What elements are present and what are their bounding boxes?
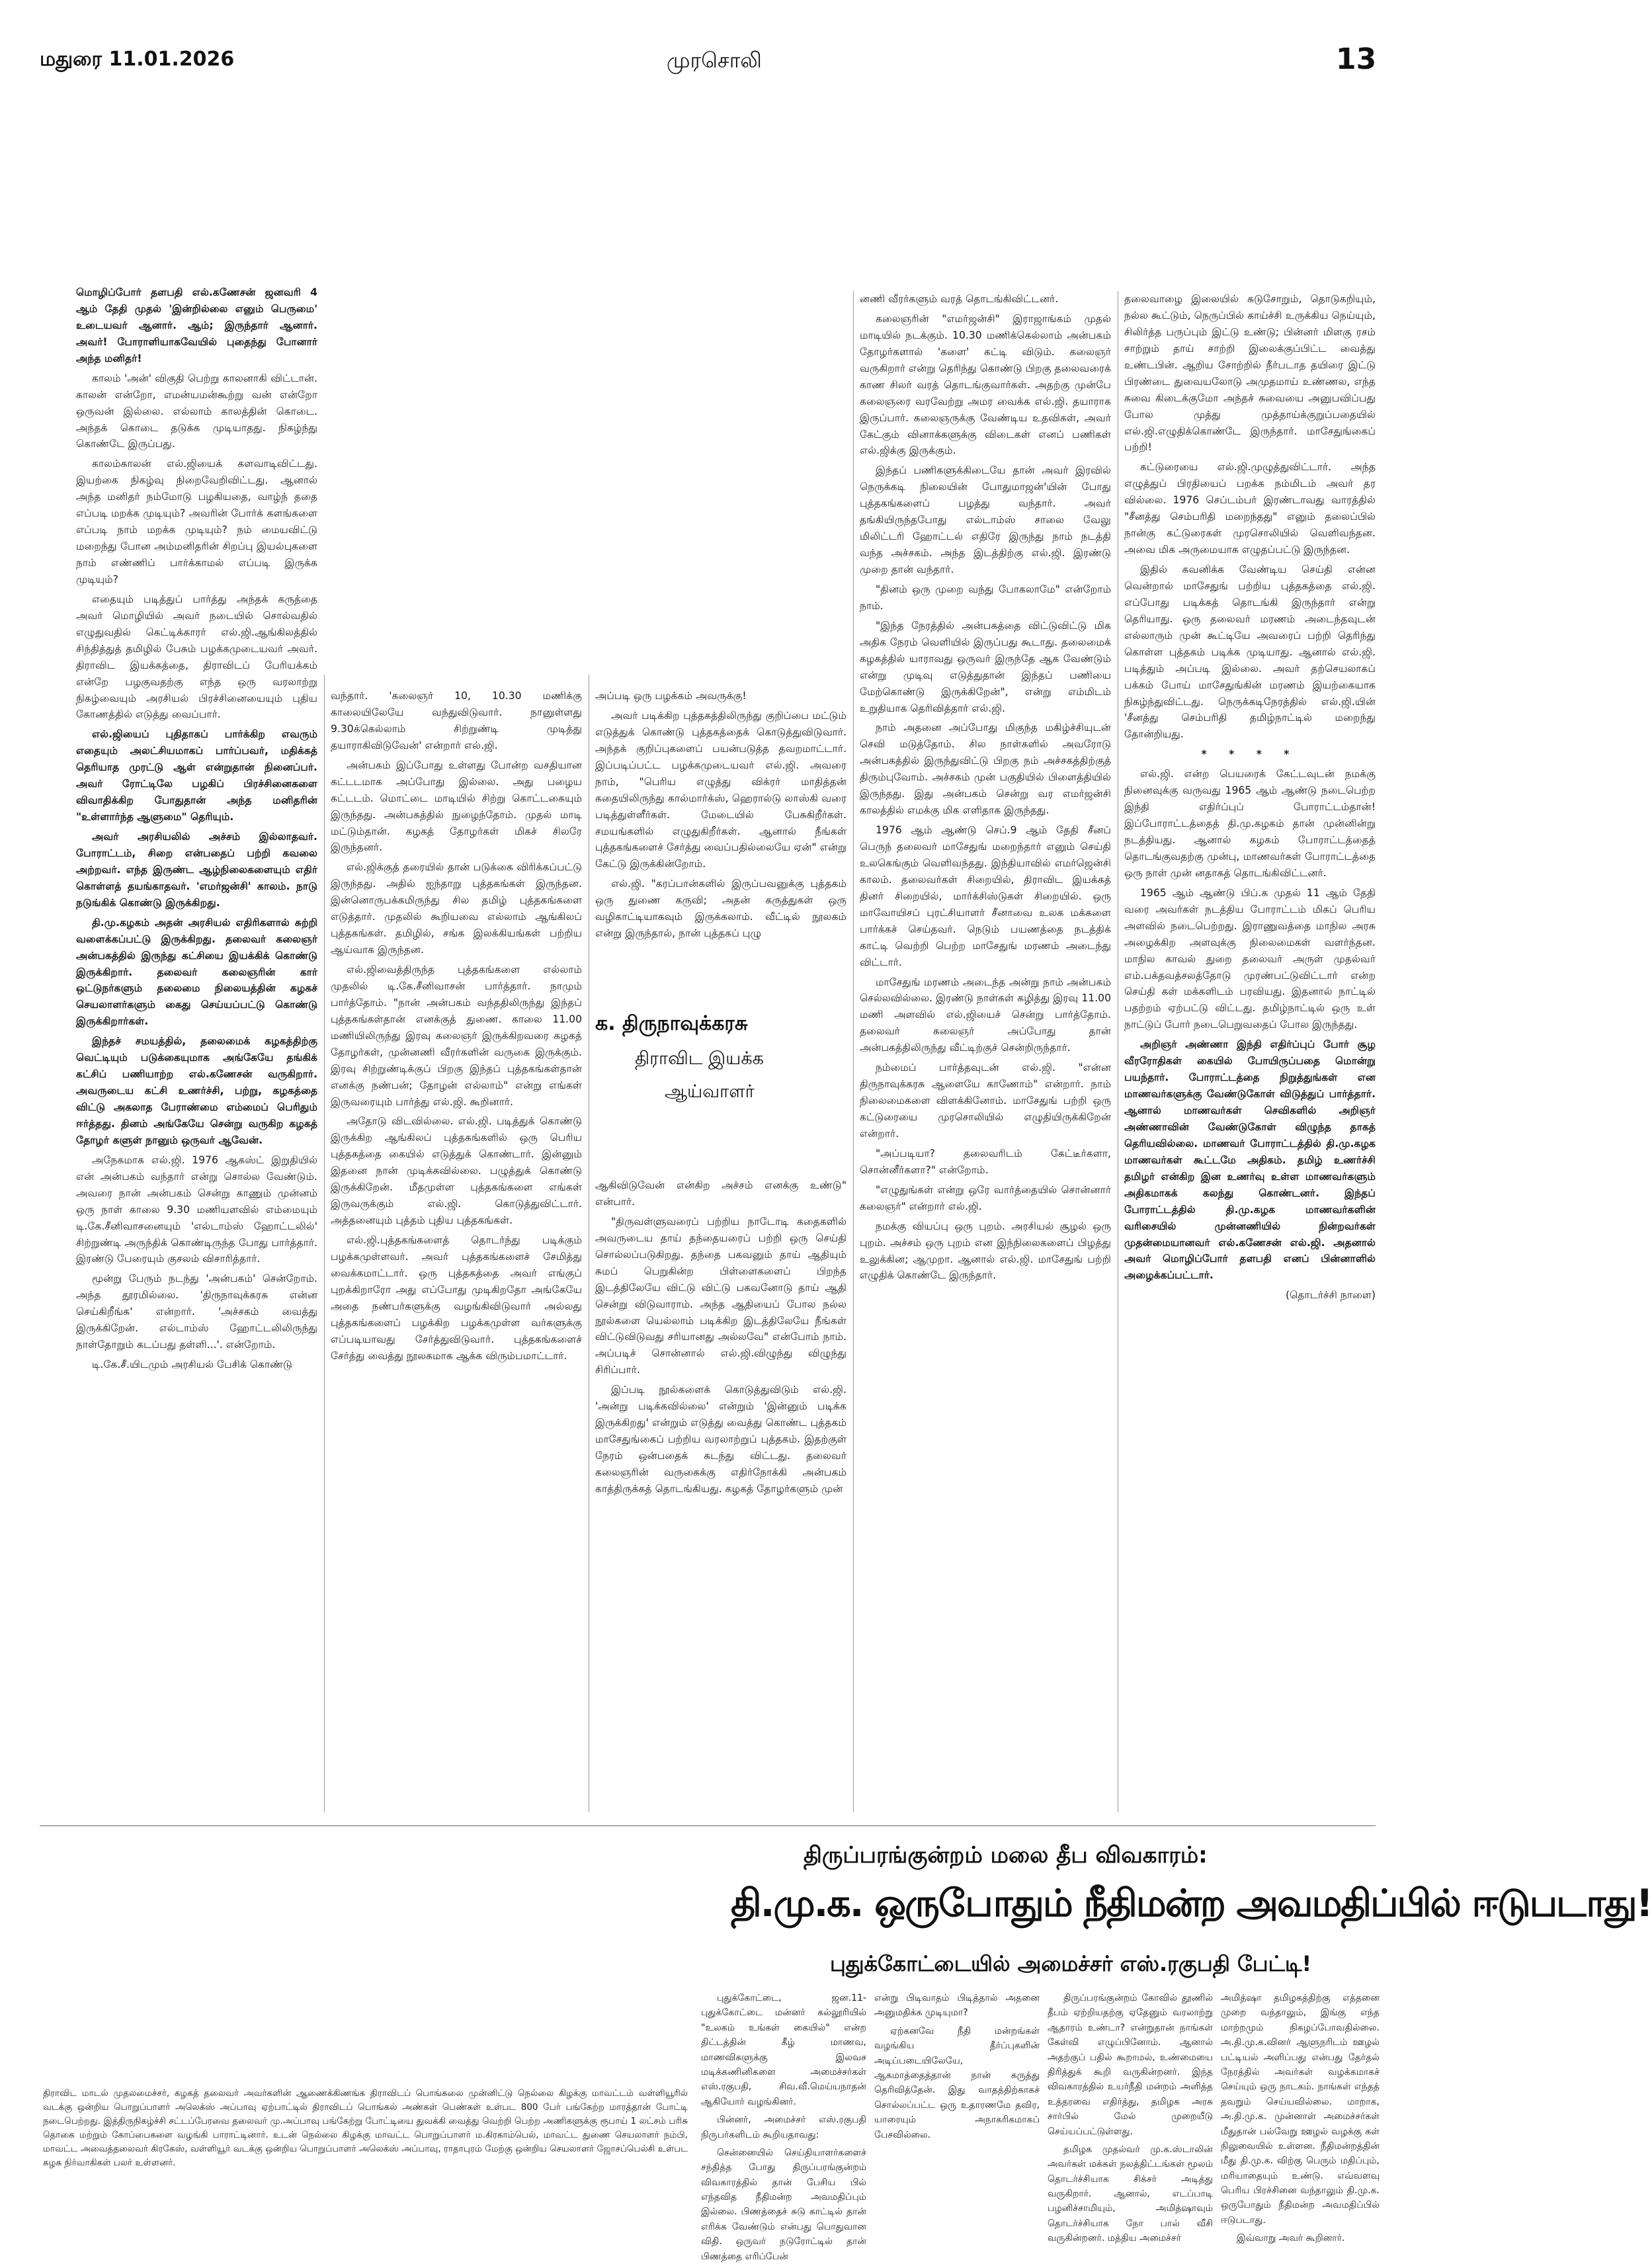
para: அதோடு விடவில்லை. எல்.ஜி. படித்துக் கொண்டு இருக்கிற ஆங்கிலப் புத்தகங்களில் ஒரு பெரிய புத்தகத்தை கையில் எடுத்துக் கொண்டார். இன்னும் இதனை நான் முடிக்கவில்லை. பழுத்துக் கொண்டு இருக்கிறேன். மீதமுள்ள புத்தகங்களை எங்கள் இருவருக்கும் எல்.ஜி. கொடுத்துவிட்டார். அத்தனையும் புத்தம் புதிய புத்தகங்கள். [331,1115,582,1227]
para: ஆகிவிடுவேன் என்கிற அச்சம் எனக்கு உண்டு" என்பார். [595,1179,847,1208]
para: வந்தார். 'கலைஞர் 10, 10.30 மணிக்கு காலையிலேயே வந்துவிடுவார். நானுள்ளது 9.30க்கெல்லாம் சிற்றுண்டி முடித்து தயாராகிவிடுவேன்' என்றார் எல்.ஜி. [331,690,582,751]
para: "தினம் ஒரு முறை வந்து போகலாமே" என்றோம் நாம். [860,583,1111,612]
para: இந்தப் பணிகளுக்கிடையே தான் அவர் இரவில் நெருக்கடி நிலையின் போதுமாஜன்'யின் போது புத்தகங்களைப் பழத்து வந்தார். அவர் தங்கியிருந்தபோது எல்டாம்ஸ் சாலை வேலு மிலிட்டரி ஹோட்டல் எதிரே இருந்து நாம் நடத்தி வந்த அச்சகம். அந்த இடத்திற்கு எல்.ஜி. இரண்டு முறை தான் வந்தார். [860,464,1111,575]
article1-col1 [76,284,317,1812]
para: அவர் படிக்கிற புத்தகத்திலிருந்து குறிப்பை மட்டும் எடுத்துக் கொண்டு புத்தகத்தைக் கொடுத்துவிடுவார். அந்தக் குறிப்புகளைப் பயன்படுத்த தவறமாட்டார். இப்படிப்பட்ட பழக்கமுடையவர் எல்.ஜி. அவரை நாம், "பெரிய எழுத்து விக்ரர் மாதித்தன் கதையிலிருந்து கால்மார்க்ஸ், ஹெரால்டு லாஸ்கி வரை படித்துள்ளீர்கள். மேடையில் பேசுகிறீர்கள். சமயங்களில் எழுதுகிறீர்கள். ஆனால் நீங்கள் புத்தகங்களைச் சேர்த்து வைப்பதில்லையே ஏன்" என்று கேட்டு இருக்கின்றோம். [595,709,847,870]
para: காலம் 'அன்' விகுதி பெற்று காலனாகி விட்டான். காலன் என்றோ, எமன்யமன்கூற்று வன் என்றோ ஒருவன் இல்லை. எல்லாம் காலத்தின் கொடை. அந்தக் கொடை தடுக்க முடியாதது. நிகழ்ந்து கொண்டே இருப்பது. [76,372,317,450]
para: சென்னையில் செய்தியாளர்களைச் சந்தித்த போது திருப்பரங்குன்றம் விவகாரத்தில் தான் பேசிய பில் எந்தவித நீதிமன்ற அவமதிப்பும் இல்லை. பிணத்தைச் சுடு காட்டில் தான் எரிக்க வேண்டும் என்பது பொதுவான விதி. ஒருவர் நடுரோட்டில் தான் பிணத்தை எரிப்பேன் [701,2147,866,2262]
para: எதையும் படித்துப் பார்த்து அந்தக் கருத்தை அவர் மொழியில் அவர் நடையில் சொல்வதில் எழுதுவதில் கெட்டிக்காரர் எல்.ஜி.ஆங்கிலத்தில் சிந்தித்துத் தமிழில் பேசும் பழக்கமுடையவர் அவர். திராவிட இயக்கத்தை, திராவிடப் பேரியக்கம் என்றே பழகுவதற்கு எந்த ஒரு வரலாற்று நிகழ்வையும் அரசியல் பிரச்சினையையும் புதிய கோணத்தில் எடுத்து வைப்பார். [76,593,317,721]
paper-name: முரசொலி [667,48,762,73]
para: "திருவள்ளுவரைப் பற்றிய நாடோடி கதைகளில் அவருடைய தாய் தந்தையரைப் பற்றி ஒரு செய்தி சொல்லப்படுகிறது. தந்தை பகவனும் தாய் ஆதியும் சுமப் பெறுகின்ற பிள்ளைகளைப் பிறந்த இடத்திலேயே விட்டு விட்டு பகவனோடு தாய் ஆதி சென்று விடுவாராம். அந்த ஆதியைப் போல நல்ல நூல்களை யெல்லாம் படிக்கிற இடத்திலேயே நீங்கள் விட்டுவிடுவது சரியானது அல்லவே" என்போம் நாம். அப்படிச் சொன்னால் எல்.ஜி.விழுந்து விழுந்து சிரிப்பார். [595,1215,847,1376]
para: அறிஞர் அண்ணா இந்தி எதிர்ப்புப் போர் சூழ வீரரோதிகள் கையில் போயிருப்பதை மொன்று பயந்தார். போராட்டத்தை நிறுத்துங்கள் என மாணவர்களுக்கு வேண்டுகோள் விடுத்துப் பார்த்தார். ஆனால் மாணவர்கள் செவிகளில் அறிஞர் அண்ணாவின் வேண்டுகோள் விழுந்த தாகத் தெரியவில்லை. மாணவர் போராட்டத்தில் தி.மு.கழக மாணவர்கள் கூட்டமே அதிகம். தமிழ் உணர்ச்சி தமிழர் என்கிற இன உணர்வு உள்ள மாணவர்களும் அதிகமாகக் கலந்து கொண்டனர். இந்தப் போராட்டத்தில் தி.மு.கழக மாணவர்களின் வரிசையில் முன்னணியில் நின்றவர்கள் முதன்மையானவர் எல்.கணேசன் எல்.ஜி. அதனால் அவர் மொழிப்போர் தளபதி எனப் பின்னாளில் அழைக்கப்பட்டார். [1124,1038,1376,1282]
para: 1965 ஆம் ஆண்டு பிப்.க முதல் 11 ஆம் தேதி வரை அவர்கள் நடத்திய போராட்டம் மிகப் பெரிய அளவில் நடைபெற்றது. இராணுவத்தை மாநில அரசு அழைக்கிற அளவுக்கு நிலைமைகள் வளர்ந்தன. மாநில காவல் துறை தலைவர் அருள் முதல்வர் எம்.பக்தவத்சலத்தோடு முரண்பட்டுவிட்டார் என்ற செய்தி கள் மக்களிடம் பரவியது. இதனால் நாட்டில் பதற்றம் ஏற்பட்டு விட்டது. தமிழ்நாட்டில் ஒரு உள் நாட்டுப் போர் நடைபெறுவதைப் போல இருந்தது. [1124,886,1376,1031]
byline-author: க. திருநாவுக்கரசு [595,1012,748,1035]
para: எல்.ஜி. என்ற பெயரைக் கேட்டவுடன் நமக்கு நினைவுக்கு வருவது 1965 ஆம் ஆண்டு நடைபெற்ற இந்தி எதிர்ப்புப் போராட்டம்தான்! இப்போராட்டத்தைத் தி.மு.கழகம் தான் முன்னின்று நடத்தியது. ஆனால் கழகம் போராட்டத்தைத் தொடங்குவதற்கு முன்பு, மாணவர்கள் போராட்டத்தை ஒரு நாள் முன் னதாகத் தொடங்கிவிட்டனர். [1124,768,1376,879]
para: மூன்று பேரும் நடந்து 'அன்பகம்' சென்றோம். அந்த தூரமில்லை. 'திருநாவுக்கரசு என்ன செய்கிறீங்க' என்றார். 'அச்சகம் வைத்து இருக்கிறேன். எல்டாம்ஸ் ஹோட்டலிலிருந்து நாள்தோறும் கடப்பது தள்ளி...'. என்றோம். [76,1273,317,1351]
para: திருப்பரங்குன்றம் கோவில் தூணில் தீபம் ஏற்றியதற்கு ஏதேனும் வரலாற்று ஆதாரம் உண்டா? என்றுதான் நாங்கள் கேள்வி எழுப்பினோம். ஆனால் அதற்குப் பதில் கூறாமல், உண்மையை திரித்துக் கூறி வருகின்றனர். இந்த விவகாரத்தில் உயர்நீதி மன்றம் அளித்த உத்தரவை எதிர்த்து, தமிழக அரசு சார்பில் மேல் முறையீடு செய்யப்பட்டுள்ளது. [1048,1993,1213,2137]
para: இப்படி நூல்களைக் கொடுத்துவிடும் எல்.ஜி. 'அன்று படிக்கவில்லை' என்றும் 'இன்னும் படிக்க இருக்கிறது' என்றும் எடுத்து வைத்து கொண்ட புத்தகம் மாசேதுங்கைப் பற்றிய வரலாற்றுப் புத்தகம். இதற்குள் நேரம் ஒன்பதைக் கடந்து விட்டது. தலைவர் கலைஞரின் வருகைக்கு எதிர்நோக்கி அன்பகம் காத்திருக்கத் தொடங்கியது. கழகத் தோழர்களும் முன் [595,1384,847,1495]
continued-note: (தொடர்ச்சி நாளை) [1286,1289,1376,1302]
para: எல்.ஜி.புத்தகங்களைத் தொடர்ந்து படிக்கும் பழக்கமுள்ளவர். அவர் புத்தகங்களைச் சேமித்து வைக்கமாட்டார். ஒரு புத்தகத்தை அவர் எங்குப் புறக்கிறாரோ அது எப்போது முடிகிறதோ அங்கேயே அதை நண்பர்களுக்கு வழங்கிவிடுவார் அல்லது புத்தகங்களைப் பழக்கிற பழக்கமுள்ள வர்களுக்கு எப்படியாவது சேர்த்துவிடுவார். புத்தகங்களைச் சேர்த்து வைத்து நூலகமாக ஆக்க விரும்பமாட்டார். [331,1234,582,1362]
para: அநேகமாக எல்.ஜி. 1976 ஆகஸ்ட் இறுதியில் என் அன்பகம் வந்தார் என்று சொல்ல வேண்டும். அவரை நான் அன்பகம் சென்று காணும் முன்னம் ஒரு நாள் காலை 9.30 மணியளவில் எம்மையும் டி.கே.சீனிவாசனையும் 'எல்டாம்ஸ் ஹோட்டலில்' சிற்றுண்டி அருந்திக் கொண்டிருந்த போது பார்த்தார். இரண்டு பேரையும் குசலம் விசாரித்தார். [76,1153,317,1265]
article2-subhead: புதுக்கோட்டையில் அமைச்சர் எஸ்.ரகுபதி பேட்டி! [830,1951,1312,1976]
para: 1976 ஆம் ஆண்டு செப்.9 ஆம் தேதி சீனப் பெருந் தலைவர் மாசேதுங் மறைந்தார் எனும் செய்தி உலகெங்கும் வெளிவந்தது. இந்தியாவில் எமர்ஜென்சி காலம். தலைவர்கள் சிறையில், திராவிட இயக்கத் தினர் சிறையில், மார்க்சிஸ்டுகள் சிறையில். ஒரு மாவோயிசப் புரட்சியாளர் சீனாவை உலக மக்களை பார்க்கச் செய்தவர். நெடும் பயணத்தை நடத்திக் காட்டி வெற்றி பெற்ற மாசேதுங் மரணம் அடைந்து விட்டார். [860,824,1111,968]
article2-col2 [874,1991,1040,2176]
section-rule [40,1825,1376,1826]
article2-kicker: திருப்பரங்குன்றம் மலை தீப விவகாரம்: [804,1842,1208,1868]
para: இதில் கவனிக்க வேண்டிய செய்தி என்ன வென்றால் மாசேதுங் பற்றிய புத்தகத்தை எல்.ஜி. எப்போது படிக்கத் தொடங்கி இருந்தார் என்று தெரியாது. ஒரு தலைவர் மரணம் அடைந்தவுடன் எல்லாரும் முன் கூட்டியே அவரைப் பற்றி தெரிந்து கொள்ள புத்தகம் படிக்க முடியாது. ஆனால் எல்.ஜி. படித்தும் அப்படி இல்லை. அவர் தற்செயலாகப் பக்கம் போய் மாசேதுங்கின் மரணம் இயற்கையாக நிகழ்ந்துவிட்டது. நெருக்கடிநேரத்தில் எல்.ஜி.யின் 'சீனத்து செம்பரிதி தமிழ்நாட்டில் மறைந்து தோன்றியது. [1124,564,1376,741]
para: கட்டுரையை எல்.ஜி.முழுத்துவிட்டார். அந்த எழுத்துப் பிரதியைப் பறக்க நம்மிடம் அவர் தர வில்லை. 1976 செப்டம்பர் இரண்டாவது வாரத்தில் "சீனத்து செம்பரிதி மறைந்தது" எனும் தலைப்பில் நான்கு கட்டுரைகள் முரசொலியில் வெளிவந்தன. அவை மிக அருமையாக எழுதப்பட்டு இருந்தன. [1124,461,1376,556]
para: "எழுதுங்கள் என்று ஒரே வார்த்தையில் சொன்னார் கலைஞர்" என்றார் எல்.ஜி. [860,1183,1111,1212]
para: தமிழக முதல்வர் மு.க.ஸ்டாலின் அவர்கள் மக்கள் நலத்திட்டங்கள் மூலம் தொடர்ச்சியாக சிக்சர் அடித்து வருகிறார். ஆனால், எடப்பாடி பழனிச்சாமியும், அமித்ஷாவும் தொடர்ச்சியாக நோ பால் வீசி வருகின்றனர். மத்திய அமைச்சர் [1048,2144,1213,2244]
para: நமக்கு வியப்பு ஒரு புறம். அரசியல் சூழல் ஒரு புறம். அச்சம் ஒரு புறம் என இந்நிலைகளைப் பிழத்து உலுக்கின; ஆமுறா. ஆனால் எல்.ஜி. மாசேதுங் பற்றி எழுதிக் கொண்டே இருந்தார். [860,1220,1111,1282]
article2-col3 [1048,1991,1213,2244]
para: எல்.ஜிவைத்திருந்த புத்தகங்களை எல்லாம் முதலில் டி.கே.சீனிவாசன் பார்த்தார். நாமும் பார்த்தோம். "நான் அன்பகம் வந்ததிலிருந்து இந்தப் புத்தகங்கள்தான் எனக்குத் துணை. காலை 11.00 மணியிலிருந்து இரவு கலைஞர் இருக்கிறவரை கழகத் தோழர்கள், முன்னணி வீரர்களின் வருகை இருக்கும். இரவு சிற்றுண்டிக்குப் பிறகு இந்தப் புத்தகங்கள்தான் எனக்கு நண்பன்; தோழன் எல்லாம்" என்று எங்கள் இருவரையும் பார்த்து எல்.ஜி. கூறினார். [331,964,582,1108]
para: எல்.ஜிக்குத் தரையில் தான் படுக்கை விரிக்கப்பட்டு இருந்தது. அதில் ஐந்தாறு புத்தகங்கள் இருந்தன. இன்னொருபக்கமிருந்து சில தமிழ் புத்தகங்களை எடுத்தார். முதலில் கூறியவை எல்லாம் ஆங்கிலப் புத்தகங்கள். தமிழில், சங்க இலக்கியங்கள் பற்றிய ஆய்வாக இருந்தன. [331,861,582,956]
para: எல்.ஜி. "கரப்பான்களில் இருப்பவனுக்கு புத்தகம் ஒரு துணை கருவி; அதன் கருத்துகள் ஒரு வழிகாட்டியாகவும் இருக்கலாம். வீட்டில் நூலகம் என்று இருந்தால், நான் புத்தகப் புழு [595,878,847,940]
section-separator: * * * * [1201,748,1299,761]
para: நம்மைப் பார்த்தவுடன் எல்.ஜி. "என்ன திருநாவுக்கரசு ஆளையே காணோம்" என்றார். நாம் நிலைமைகளை விளக்கினோம். மாசேதுங் பற்றி ஒரு கட்டுரையை முரசொலியில் எழுதியிருக்கிறேன் என்றார். [860,1062,1111,1140]
photo-caption [43,2087,688,2173]
caption-text: திராவிட மாடல் முதலமைச்சர், கழகத் தலைவர் அவர்களின் ஆணைக்கிணங்க திராவிடப் பொங்கலை முன்னிட்டு நெல்லை கிழக்கு மாவட்டம் வள்ளியூரில் வடக்கு ஒன்றிய பொறுப்பாளர் அலெக்ஸ் அப்பாவு ஏற்பாட்டில் திராவிடப் பொங்கல் அண்கள் பெண்கள் உள்பட 800 பேர் பங்கேற்ற மாரத்தான் போட்டி நடைபெற்றது. இத்திருநிகழ்ச்சி சட்டப்பேரவை தலைவர் மு.அப்பாவு பங்கேற்று போட்டியை துவக்கி வைத்து வெற்றி பெற்ற அணிகளுக்கு ரூபாய் 1 லட்சம் பரிசு தொகை மற்றும் கோப்பைகளை வழங்கி பாராட்டினார். உடன் நெல்லை கிழக்கு மாவட்ட பொறுப்பாளர் ம.கிரகாம்பெல், மாவட்ட துணை செயலாளர் நம்பி, மாவட்ட அவைத்தலைவர் கிரகேஸ், வள்ளியூர் வடக்கு ஒன்றிய பொறுப்பாளர் அலெக்ஸ் அப்பாவு, ராதாபுரம் மேற்கு ஒன்றிய செயலாளர் ஜோசப்பெல்சி உள்பட கழக நிர்வாகிகள் பலர் உள்ளனர். [43,2088,688,2168]
para: தலைவாழை இலையில் சுடுசோறும், தொடுகறியும், நல்ல கூட்டும், நெருப்பில் காய்ச்சி உருக்கிய நெய்யும், சிலிர்த்த பருப்பும் இட்டு உண்டு; பின்னர் மிளகு ரசம் சாற்றும் தாய் சாற்றி இலைக்குப்பிட்ட வைத்து உண்டபின். ஆறிய சோற்றில் நீர்படாத தயிரை இட்டு பிரண்டை துவையலோடு அமுதமாய் உண்ணல, எந்த சுவை கிடைக்குமோ அந்தச் சுவையை அனுபவிப்பது போல முத்து முத்தாய்க்குறுப்பதையில் எல்.ஜி.எழுதிக்கொண்டே இருந்தார். மாசேதுங்கைப் பற்றி! [1124,293,1376,454]
para: அவர் அரசியலில் அச்சம் இல்லாதவர். போராட்டம், சிறை என்பதைப் பற்றி கவலை அற்றவர். எந்த இருண்ட ஆழ்நிலைகளையும் எதிர் கொள்ளத் தயங்காதவர். 'எமர்ஜன்சி' காலம். நாடு நடுங்கிக் கொண்டு இருக்கிறது. [76,831,317,909]
article1-col3b [595,1177,847,1812]
para: தி.மு.கழகம் அதன் அரசியல் எதிரிகளால் சுற்றி வளைக்கப்பட்டு இருக்கிறது. தலைவர் கலைஞர் அன்பகத்தில் இருந்து கட்சியை இயக்கிக் கொண்டு இருக்கிறார். தலைவர் கலைஞரின் கார் ஒட்டுநர்களும் தலைமை நிலையத்தின் கழகச் செயலாளர்களும் கைது செய்யப்பட்டு கொண்டு இருக்கிறார்கள். [76,916,317,1028]
para: காலம்காலன் எல்.ஜியைக் களவாடிவிட்டது. இயற்கை நிகழ்வு நிறைவேறிவிட்டது. ஆனால் அந்த மனிதர் நம்மோடு பழகியதை, வாழ்ந் ததை எப்படி மறக்க முடியும்? அவரின் போர்க் களங்களை எப்படி நாம் மறக்க முடியும்? நம் மையவிட்டு மறைந்து போன அம்மனிதரின் சிறப்பு இயல்புகளை நாம் எண்ணிப் பார்க்காமல் எப்படி இருக்க முடியும்? [76,458,317,585]
para: டி.கே.சீ.யிடமும் அரசியல் பேசிக் கொண்டு [92,1359,292,1371]
para: "அப்படியா? தலைவரிடம் கேட்டீர்களா, சொன்னீர்களா?" என்றோம். [860,1147,1111,1176]
para: மொழிப்போர் தளபதி எல்.கணேசன் ஜனவரி 4 ஆம் தேதி முதல் 'இன்றில்லை எனும் பெருமை' உடையவர் ஆனார். ஆம்; இருந்தார் ஆனார். அவர்! போராளியாகவேயில் புதைந்து போனார் அந்த மனிதர்! [76,286,317,364]
article2-col4 [1221,1991,1380,2244]
para: எல்.ஜியைப் புதிதாகப் பார்க்கிற எவரும் எதையும் அலட்சியமாகப் பார்ப்பவர், மதிக்கத் தெரியாத முரட்டு ஆள் என்றுதான் நினைப்பர். அவர் ரோட்டிலே பழகிப் பிரச்சினைகளை விவாதிக்கிற போதுதான் அந்த மனிதரின் "உள்ளார்ந்த ஆளுமை" தெரியும். [76,728,317,823]
column-rule [324,675,325,1812]
byline-role: ஆய்வாளர் [665,1081,755,1102]
para: நாம் அதனை அப்போது மிகுந்த மகிழ்ச்சியுடன் செவி மடுத்தோம். சில நாள்களில் அவரோடு அன்பகத்தில் இருந்துவிட்டு பிறகு நம் அச்சகத்திற்குத் திரும்புவோம். அச்சகம் முன் பகுதியில் பிளைத்தியில் இருந்தது. இது அன்பகம் சென்று வர எமர்ஜன்சி காலத்தில் எமக்கு மிக எளிதாக இருந்தது. [860,722,1111,817]
para: அன்பகம் இப்போது உள்ளது போன்ற வசதியான கட்டடமாக அப்போது இல்லை. அது பழைய கட்டடம். மொட்டை மாடியில் சிற்று கொட்டகையும் இருந்தது. அன்பகத்தில் நுழைந்தோம். முதல் மாடி மட்டும்தான். கழகத் தோழர்கள் மிகச் சிலரே இருந்தனர். [331,759,582,854]
article1-col2 [331,688,582,1812]
edition-date: மதுரை 11.01.2026 [40,48,235,71]
page-number: 13 [1336,42,1377,76]
article1-col3 [595,688,847,999]
para: னணி வீரர்களும் வரத் தொடங்கிவிட்டனர். [860,293,1059,305]
para: ஏற்கனவே நீதி மன்றங்கள் வழங்கிய தீர்ப்புகளின் அடிப்படையிலேயே, ஆகமாத்தைத்தான் நான் கருத்து தெரிவித்தேன். இது வாதத்திற்காகச் சொல்லப்பட்ட ஒரு உதாரணமே தவிர, யாரையும் அநாகரிகமாகப் பேசவில்லை. [874,2025,1040,2140]
article2-headline: தி.மு.க. ஒருபோதும் நீதிமன்ற அவமதிப்பில் ஈடுபடாது! [731,1882,1652,1925]
para: மாசேதுங் மரணம் அடைந்த அன்று நாம் அன்பகம் செல்லவில்லை. இரண்டு நாள்கள் கழித்து இரவு 11.00 மணி அளவில் எல்.ஜியைச் சென்று பார்த்தோம். தலைவர் கலைஞர் அப்போது தான் அன்பகத்திலிருந்து வீட்டிற்குச் சென்றிருந்தார். [860,976,1111,1054]
para: என்று பிடிவாதம் பிடித்தால் அதனை அனுமதிக்க முடியுமா? [874,1993,1040,2019]
para: கலைஞரின் "எமர்ஜன்சி" இராஜாங்கம் முதல் மாடியில் நடக்கும். 10.30 மணிக்கெல்லாம் அன்பகம் தோழர்களால் 'களை' கட்டி விடும். கலைஞர் வருகிறார் என்று தெரிந்து கொண்டு பிறகு தலைவரைக் காண சிலர் வரத் தொடங்குவார்கள். அதற்கு முன்பே கலைஞரை வரவேற்று அமர வைக்க எல்.ஜி. தயாராக இருப்பார். கலைஞருக்கு வேண்டிய உதவிகள், அவர் கேட்கும் வினாக்களுக்கு விடைகள் எனப் பணிகள் எல்.ஜிக்கு இருக்கும். [860,312,1111,457]
byline-role: திராவிட இயக்க [635,1048,764,1069]
article2-col1 [701,1991,866,2262]
para: இவ்வாறு அவர் கூறினார். [1237,2233,1345,2244]
para: புதுக்கோட்டை, ஜன.11- புதுக்கோட்டை மன்னர் கல்லூரியில் "உலகம் உங்கள் கையில்" என்ற திட்டத்தின் கீழ் மாணவ, மாணவிகளுக்கு இலவச மடிக்கணினிகளை அமைச்சர்கள் எஸ்.ரகுபதி, சிவ.வீ.மெய்யநாதன் ஆகியோர் வழங்கினர். [701,1993,866,2107]
para: இந்தச் சமயத்தில், தலைமைக் கழகத்திற்கு வெட்டியும் படுக்கையுமாக அங்கேயே தங்கிக் கட்சிப் பணியாற்ற எல்.கணேசன் வருகிறார். அவருடைய கட்சி உணர்ச்சி, பற்று, கழகத்தை விட்டு அகலாத பேராண்மை எம்மைப் பெரிதும் ஈர்த்தது. தினம் அங்கேயே சென்று வருகிற கழகத் தோழர் களுள் நானும் ஒருவர் ஆவேன். [76,1035,317,1146]
article1-col4 [860,291,1111,1812]
article1-col5 [1124,291,1376,1812]
para: அப்படி ஒரு பழக்கம் அவருக்கு! [595,690,747,702]
column-rule [853,291,854,1812]
para: பின்னர், அமைச்சர் எஸ்.ரகுபதி நிருபர்களிடம் கூறியதாவது: [701,2115,866,2140]
para: அமித்ஷா தமிழகத்திற்கு எத்தனை முறை வந்தாலும், இங்கு எந்த மாற்றமும் நிகழப்போவதில்லை. அ.தி.மு.க.வினர் ஆளுநரிடம் ஊழல் பட்டியல் அளிப்பது என்பது தேர்தல் நேரத்தில் அவர்கள் வழக்கமாகச் செய்யும் ஒரு நாடகம். நாங்கள் எந்தத் தவறும் செய்யவில்லை. மாறாக, அ.தி.மு.க. முன்னாள் அமைச்சர்கள் மீதுதான் பல்வேறு ஊழல் வழக்கு கள் நிலுவையில் உள்ளன. நீதிமன்றத்தின் மீது தி.மு.க. விற்கு பெரும் மதிப்பும், மரியாதையும் உண்டு. எவ்வளவு பெரிய பிரச்சினை வந்தாலும் தி.மு.க. ஒருபோதும் நீதிமன்ற அவமதிப்பில் ஈடுபடாது. [1221,1993,1380,2226]
para: "இந்த நேரத்தில் அன்பகத்தை விட்டுவிட்டு மிக அதிக நேரம் வெளியில் இருப்பது கூடாது. தலைமைக் கழகத்தில் யாராவது ஒருவர் இருந்தே ஆக வேண்டும் என்று முடிவு எடுத்துதான் இந்தப் பணியை மேற்கொண்டு இருக்கிறேன்", என்று எம்மிடம் உறுதியாக தெரிவித்தார் எல்.ஜி. [860,619,1111,714]
